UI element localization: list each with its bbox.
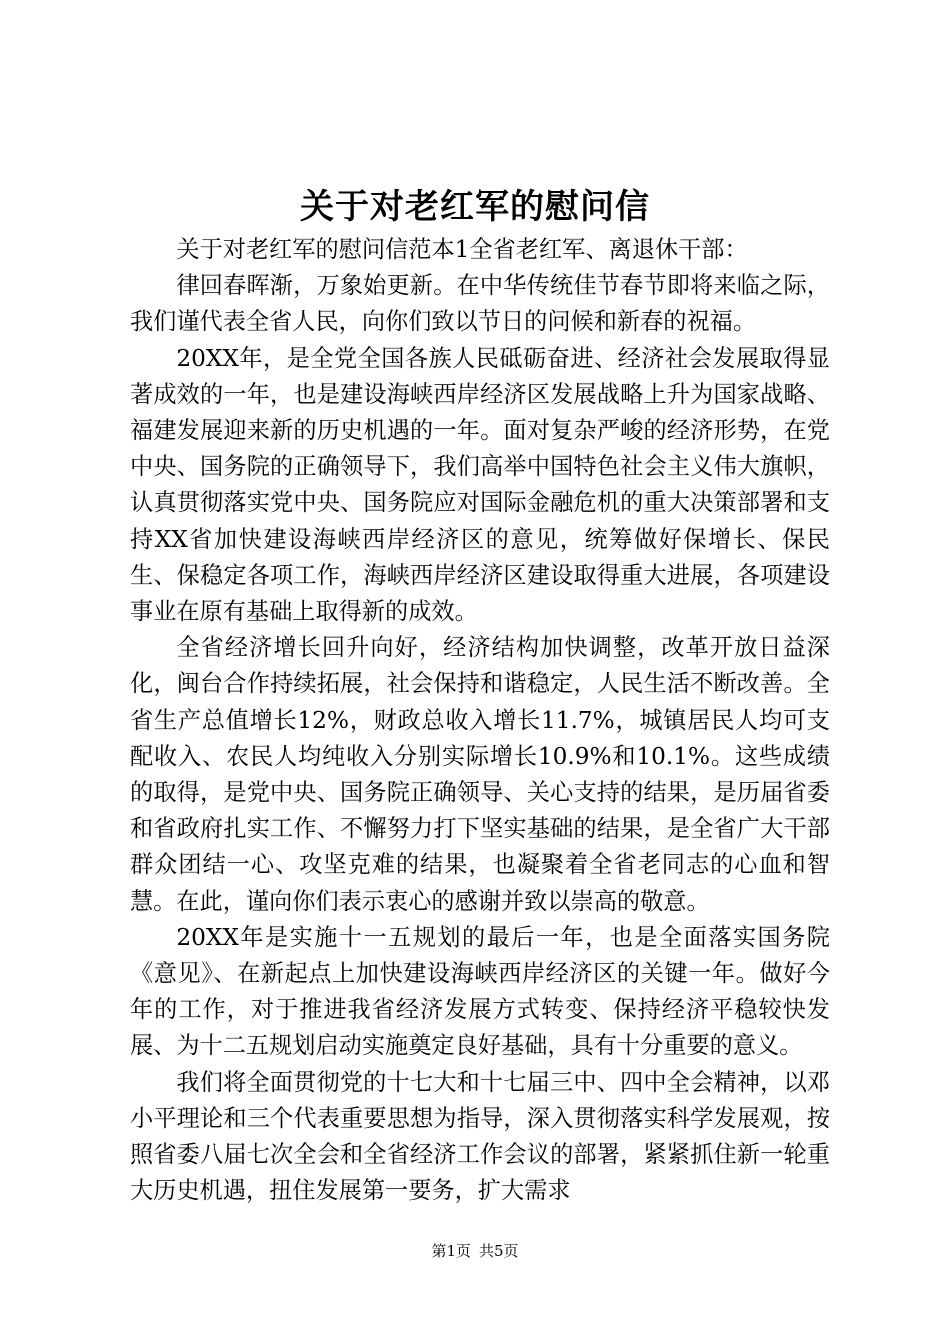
paragraph-salutation: 关于对老红军的慰问信范本1全省老红军、离退休干部：	[176, 236, 748, 263]
paragraph-review: 20XX年，是全党全国各族人民砥砺奋进、经济社会发展取得显著成效的一年，也是建设海峡西岸经济区发展战略上升为国家战略、福建发展迎来新的历史机遇的一年。面对复杂严峻的经济形势，在党中央、国务院的正确领导下，我们高举中国特色社会主义伟大旗帜，认真贯彻落实党中央、国务院应对国际金融危机的重大决策部署和支持XX省加快建设海峡西岸经济区的意见，统筹做好保增长、保民生、保稳定各项工作，海峡西岸经济区建设取得重大进展，各项建设事业在原有基础上取得新的成效。	[130, 344, 830, 626]
page-total: 共5页	[479, 1242, 519, 1260]
paragraph-outlook: 20XX年是实施十一五规划的最后一年，也是全面落实国务院《意见》、在新起点上加快建设海峡西岸经济区的关键一年。做好今年的工作，对于推进我省经济发展方式转变、保持经济平稳较快发展、为十二五规划启动实施奠定良好基础，具有十分重要的意义。	[130, 923, 830, 1060]
paragraph-greeting: 律回春晖渐，万象始更新。在中华传统佳节春节即将来临之际，我们谨代表全省人民，向你们致以节日的问候和新春的祝福。	[130, 272, 830, 336]
paragraph-achievements: 全省经济增长回升向好，经济结构加快调整，改革开放日益深化，闽台合作持续拓展，社会保持和谐稳定，人民生活不断改善。全省生产总值增长12%，财政总收入增长11.7%，城镇居民人均可支配收入、农民人均纯收入分别实际增长10.9%和10.1%。这些成绩的取得，是党中央、国务院正确领导、关心支持的结果，是历届省委和省政府扎实工作、不懈努力打下坚实基础的结果，是全省广大干部群众团结一心、攻坚克难的结果，也凝聚着全省老同志的心血和智慧。在此，谨向你们表示衷心的感谢并致以崇高的敬意。	[130, 634, 830, 915]
page-number: 第1页	[431, 1242, 471, 1260]
document-title: 关于对老红军的慰问信	[300, 187, 650, 227]
document-body	[130, 232, 830, 1209]
paragraph-plans: 我们将全面贯彻党的十七大和十七届三中、四中全会精神，以邓小平理论和三个代表重要思想为指导，深入贯彻落实科学发展观，按照省委八届七次全会和全省经济工作会议的部署，紧紧抓住新一轮重大历史机遇，扭住发展第一要务，扩大需求	[130, 1068, 830, 1205]
page-footer	[0, 1240, 950, 1262]
